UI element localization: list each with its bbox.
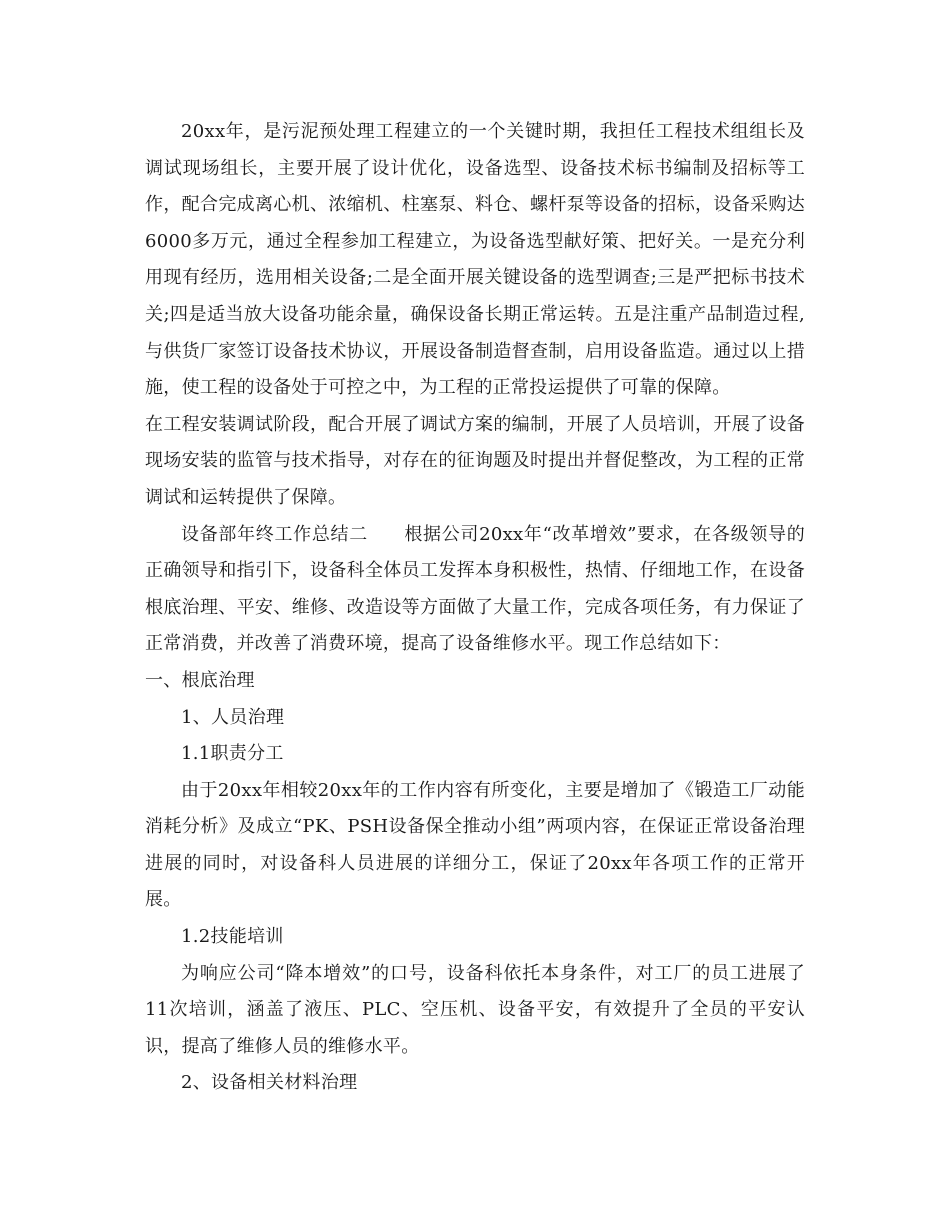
paragraph-installation-debugging: 在工程安装调试阶段，配合开展了调试方案的编制，开展了人员培训，开展了设备现场安装的监管与技术指导，对存在的征询题及时提出并督促整改，为工程的正常调试和运转提供了保障。: [145, 413, 805, 508]
heading-duty-division: 1.1职责分工: [181, 743, 284, 765]
summary-two-intro: 根据公司20xx年“改革增效”要求，在各级领导的正确领导和指引下，设备科全体员工发挥本身积极性，热情、仔细地工作，在设备根底治理、平安、维修、改造设等方面做了大量工作，完成各项任务，有力保证了正常消费，并改善了消费环境，提高了设备维修水平。现工作总结如下：: [145, 523, 806, 655]
paragraph-sludge-project: 20xx年，是污泥预处理工程建立的一个关键时期，我担任工程技术组组长及调试现场组长，主要开展了设计优化，设备选型、设备技术标书编制及招标等工作，配合完成离心机、浓缩机、柱塞泵、料仓、螺杆泵等设备的招标，设备采购达6000多万元，通过全程参加工程建立，为设备选型献好策、把好关。一是充分利用现有经历，选用相关设备;二是全面开展关键设备的选型调查;三是严把标书技术关;四是适当放大设备功能余量，确保设备长期正常运转。五是注重产品制造过程,与供货厂家签订设备技术协议，开展设备制造督查制，启用设备监造。通过以上措施，使工程的设备处于可控之中，为工程的正常投运提供了可靠的保障。: [145, 121, 805, 399]
heading-skill-training: 1.2技能培训: [181, 926, 284, 948]
paragraph-duty-division: 由于20xx年相较20xx年的工作内容有所变化，主要是增加了《锻造工厂动能消耗分析》及成立“PK、PSH设备保全推动小组”两项内容，在保证正常设备治理进展的同时，对设备科人员进展的详细分工，保证了20xx年各项工作的正常开展。: [145, 779, 805, 911]
heading-personnel-management: 1、人员治理: [181, 706, 285, 728]
paragraph-skill-training: 为响应公司“降本增效”的口号，设备科依托本身条件，对工厂的员工进展了11次培训，涵盖了液压、PLC、空压机、设备平安，有效提升了全员的平安认识，提高了维修人员的维修水平。: [145, 962, 805, 1057]
paragraph-summary-two: [145, 517, 805, 663]
heading-equipment-materials: 2、设备相关材料治理: [181, 1072, 358, 1094]
document-body: [145, 114, 805, 1102]
heading-basic-management: 一、根底治理: [145, 669, 255, 691]
summary-two-title: 设备部年终工作总结二: [181, 523, 368, 545]
